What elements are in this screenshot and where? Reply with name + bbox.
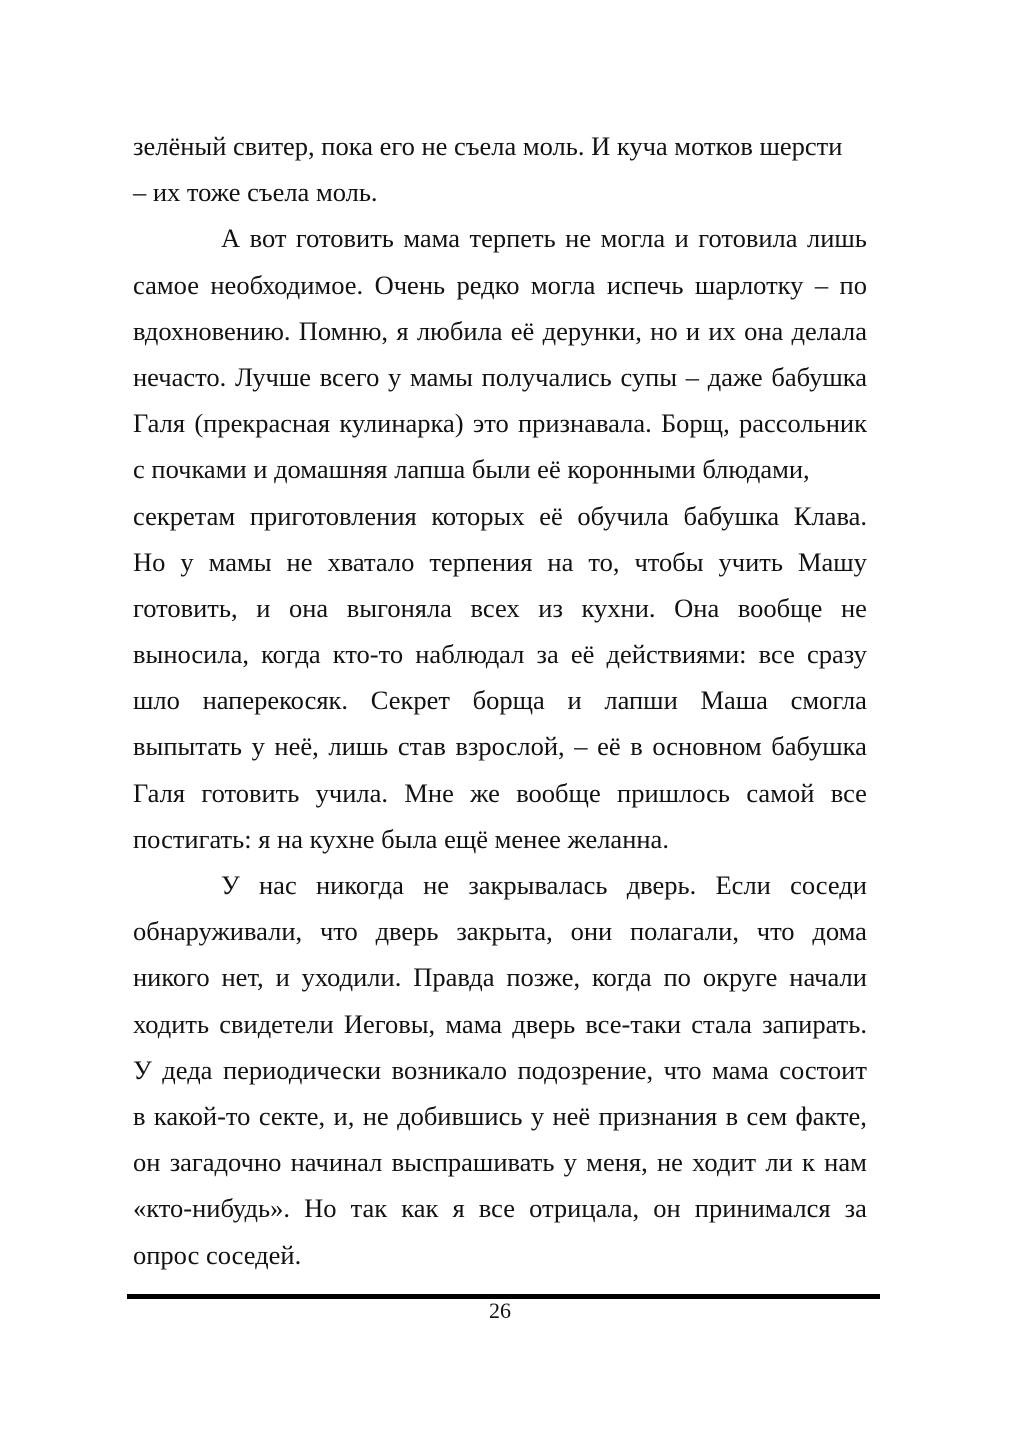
word: необходимое.	[210, 269, 364, 300]
word: закрыта,	[456, 916, 553, 947]
word: отрицала,	[529, 1193, 640, 1224]
word: выносила,	[133, 639, 249, 670]
word: готовить,	[133, 592, 238, 623]
word: все-таки	[585, 1008, 682, 1039]
word: (прекрасная	[194, 408, 331, 439]
text-line	[133, 400, 867, 446]
word: –	[814, 269, 829, 300]
word: стала	[691, 1008, 752, 1039]
word: нет,	[221, 962, 264, 993]
word: мамы	[208, 546, 272, 577]
word: всех	[470, 592, 520, 623]
word: вдохновению.	[133, 315, 291, 346]
word: Помню,	[298, 315, 389, 346]
word: лишь	[328, 731, 389, 762]
word: что	[756, 916, 795, 947]
word: деда	[162, 1054, 213, 1085]
word: даже	[707, 361, 763, 392]
text-line	[133, 1047, 867, 1093]
text-line	[133, 585, 867, 631]
word: мама	[403, 223, 461, 254]
word: бабушка	[771, 731, 867, 762]
word: мама	[445, 1008, 503, 1039]
word: вообще	[737, 592, 823, 623]
word: выгоняла	[346, 592, 452, 623]
word: свидетели	[219, 1008, 334, 1039]
word: никого	[133, 962, 210, 993]
word: у	[530, 1100, 545, 1131]
word: меня,	[586, 1147, 648, 1178]
text-line	[133, 1139, 867, 1185]
word: и	[275, 962, 290, 993]
word: её	[539, 500, 563, 531]
word: начинал	[290, 1147, 383, 1178]
word: неё	[552, 1100, 591, 1131]
word: которых	[431, 500, 525, 531]
word: пришлось	[617, 777, 731, 808]
word: за	[844, 1193, 867, 1224]
word: он	[653, 1193, 681, 1224]
word: –	[685, 361, 700, 392]
word: позже,	[506, 962, 581, 993]
word: загадочно	[169, 1147, 282, 1178]
word: Она	[674, 592, 720, 623]
word: секретам	[133, 500, 236, 531]
word: добившись	[397, 1100, 523, 1131]
word: кухни.	[581, 592, 656, 623]
word: к	[802, 1147, 815, 1178]
text-line	[133, 954, 867, 1000]
text-line	[133, 723, 867, 769]
word: признания	[598, 1100, 718, 1131]
word: все	[758, 639, 795, 670]
word: уходили.	[301, 962, 402, 993]
page-number: 26	[489, 1298, 511, 1323]
word: Правда	[413, 962, 495, 993]
word: это	[472, 408, 509, 439]
word: на	[547, 546, 574, 577]
text-line: – их тоже съела моль.	[133, 177, 378, 208]
word: лишь	[807, 223, 867, 254]
word: делала	[791, 315, 867, 346]
word: редко	[456, 269, 520, 300]
text-line	[133, 539, 867, 585]
word: действиями:	[606, 639, 747, 670]
word: периодически	[222, 1054, 382, 1085]
text-line	[133, 1001, 867, 1047]
word: дерунки,	[542, 315, 642, 346]
word: и	[256, 592, 271, 623]
word: выпытать	[133, 731, 242, 762]
word: Борщ,	[660, 408, 730, 439]
word: и	[674, 223, 689, 254]
text-line	[133, 908, 867, 954]
text-line	[133, 354, 867, 400]
word: шарлотку	[694, 269, 804, 300]
word: какой-то	[153, 1100, 251, 1131]
word: учила.	[315, 777, 389, 808]
text-line	[133, 308, 867, 354]
word: готовить	[295, 223, 394, 254]
word: лапши	[604, 685, 678, 716]
word: сразу	[806, 639, 867, 670]
word: когда	[261, 639, 321, 670]
word: подозрение,	[517, 1054, 654, 1085]
word: не	[840, 592, 867, 623]
word: самое	[133, 269, 199, 300]
word: же	[470, 777, 500, 808]
word: кто-то	[332, 639, 404, 670]
word: то,	[588, 546, 620, 577]
word: он	[133, 1147, 161, 1178]
word: выспрашивать	[391, 1147, 555, 1178]
word: по	[663, 962, 691, 993]
text-line: зелёный свитер, пока его не съела моль. И куча мотков шерсти	[133, 131, 843, 161]
word: возникало	[391, 1054, 507, 1085]
word: не	[656, 1147, 683, 1178]
word: обучила	[577, 500, 669, 531]
word: в	[630, 731, 643, 762]
word: могла	[530, 269, 596, 300]
word: соседи	[790, 870, 867, 900]
word: округе	[702, 962, 778, 993]
word: сем	[746, 1100, 788, 1131]
word: я	[452, 1193, 465, 1224]
word: бабушка	[771, 361, 867, 392]
word: всего	[319, 361, 380, 392]
text-line	[133, 215, 867, 261]
word: и	[685, 315, 701, 346]
word: все	[830, 777, 867, 808]
word: дверь.	[626, 870, 697, 900]
word: готовить	[201, 777, 300, 808]
word: они	[570, 916, 613, 947]
word: никогда	[315, 870, 404, 900]
word: –	[574, 731, 588, 762]
word: обнаруживали,	[133, 916, 303, 947]
text-line	[133, 1093, 867, 1139]
word: А	[221, 223, 241, 254]
word: когда	[592, 962, 652, 993]
word: дома	[812, 916, 867, 947]
word: из	[538, 592, 563, 623]
word: все	[478, 1193, 515, 1224]
text-line	[133, 631, 867, 677]
word: основном	[652, 731, 762, 762]
word: состоит	[779, 1054, 867, 1085]
word: учить	[718, 546, 783, 577]
word: хватало	[327, 546, 415, 577]
word: Но	[304, 1193, 337, 1224]
word: по	[839, 269, 867, 300]
text-line: с почками и домашняя лапша были её коронными блюдами,	[133, 454, 810, 485]
word: У	[133, 1054, 152, 1085]
text-line	[133, 677, 867, 723]
word: и,	[333, 1100, 355, 1131]
word: шло	[133, 685, 180, 716]
word: факте,	[795, 1100, 867, 1131]
word: как	[401, 1193, 439, 1224]
word: супы	[620, 361, 678, 392]
word: терпеть	[469, 223, 556, 254]
word: самой	[746, 777, 815, 808]
word: Галя	[133, 408, 186, 439]
word: Машу	[797, 546, 867, 577]
word: у	[180, 546, 194, 577]
word: у	[388, 361, 402, 392]
word: кулинарка)	[339, 408, 464, 439]
page-text	[133, 123, 867, 1278]
word: мама	[712, 1054, 769, 1085]
word: нечасто.	[133, 361, 227, 392]
word: Если	[715, 870, 771, 900]
word: полагали,	[629, 916, 739, 947]
word: наперекосяк.	[202, 685, 349, 716]
word: у	[251, 731, 265, 762]
word: не	[565, 223, 592, 254]
word: Лучше	[234, 361, 311, 392]
word: не	[423, 870, 450, 900]
word: Очень	[374, 269, 446, 300]
word: дверь	[512, 1008, 576, 1039]
word: дверь	[375, 916, 439, 947]
word: Мне	[404, 777, 454, 808]
word: могла	[600, 223, 666, 254]
word: Иеговы,	[343, 1008, 436, 1039]
word: у	[563, 1147, 577, 1178]
text-line: опрос соседей.	[133, 1239, 302, 1270]
word: секте,	[258, 1100, 326, 1131]
text-line	[133, 770, 867, 816]
word: Но	[133, 546, 166, 577]
word: их	[708, 315, 736, 346]
text-line: постигать: я на кухне была ещё менее желанна.	[133, 823, 669, 854]
word: бабушка	[683, 500, 780, 531]
word: она	[744, 315, 784, 346]
word: неё,	[274, 731, 319, 762]
word: Галя	[133, 777, 186, 808]
text-line	[133, 493, 867, 539]
word: закрывалась	[468, 870, 608, 900]
word: ходит	[692, 1147, 757, 1178]
word: испечь	[606, 269, 684, 300]
word: Маша	[700, 685, 768, 716]
word: вообще	[516, 777, 601, 808]
word: терпения	[429, 546, 533, 577]
text-line	[133, 1185, 867, 1231]
word: но	[650, 315, 678, 346]
word: запирать.	[762, 1008, 867, 1039]
word: в	[725, 1100, 739, 1131]
word: признавала.	[517, 408, 652, 439]
word: не	[286, 546, 313, 577]
word: став	[397, 731, 446, 762]
word: её	[570, 639, 595, 670]
text-line	[133, 862, 867, 908]
word: чтобы	[634, 546, 704, 577]
word: рассольник	[738, 408, 867, 439]
word: и	[567, 685, 582, 716]
word: наблюдал	[415, 639, 525, 670]
word: что	[663, 1054, 702, 1085]
word: принимался	[694, 1193, 831, 1224]
word: взрослой,	[455, 731, 565, 762]
word: нас	[259, 870, 297, 900]
word: смогла	[790, 685, 867, 716]
word: Секрет	[370, 685, 450, 716]
word: Клава.	[793, 500, 867, 531]
word: получались	[481, 361, 612, 392]
word: начали	[789, 962, 867, 993]
word: ли	[765, 1147, 793, 1178]
word: она	[288, 592, 329, 623]
word: вот	[249, 223, 287, 254]
word: любила	[416, 315, 503, 346]
word: её	[597, 731, 621, 762]
word: борща	[472, 685, 545, 716]
word: что	[319, 916, 358, 947]
word: за	[536, 639, 559, 670]
text-line	[133, 262, 867, 308]
word: У	[221, 870, 240, 900]
word: нам	[824, 1147, 867, 1178]
word: её	[510, 315, 535, 346]
word: так	[350, 1193, 388, 1224]
word: «кто-нибудь».	[133, 1193, 290, 1224]
word: в	[133, 1100, 146, 1131]
word: ходить	[133, 1008, 210, 1039]
word: не	[362, 1100, 389, 1131]
word: приготовления	[249, 500, 417, 531]
word: готовила	[698, 223, 798, 254]
word: мамы	[409, 361, 473, 392]
word: я	[396, 315, 409, 346]
